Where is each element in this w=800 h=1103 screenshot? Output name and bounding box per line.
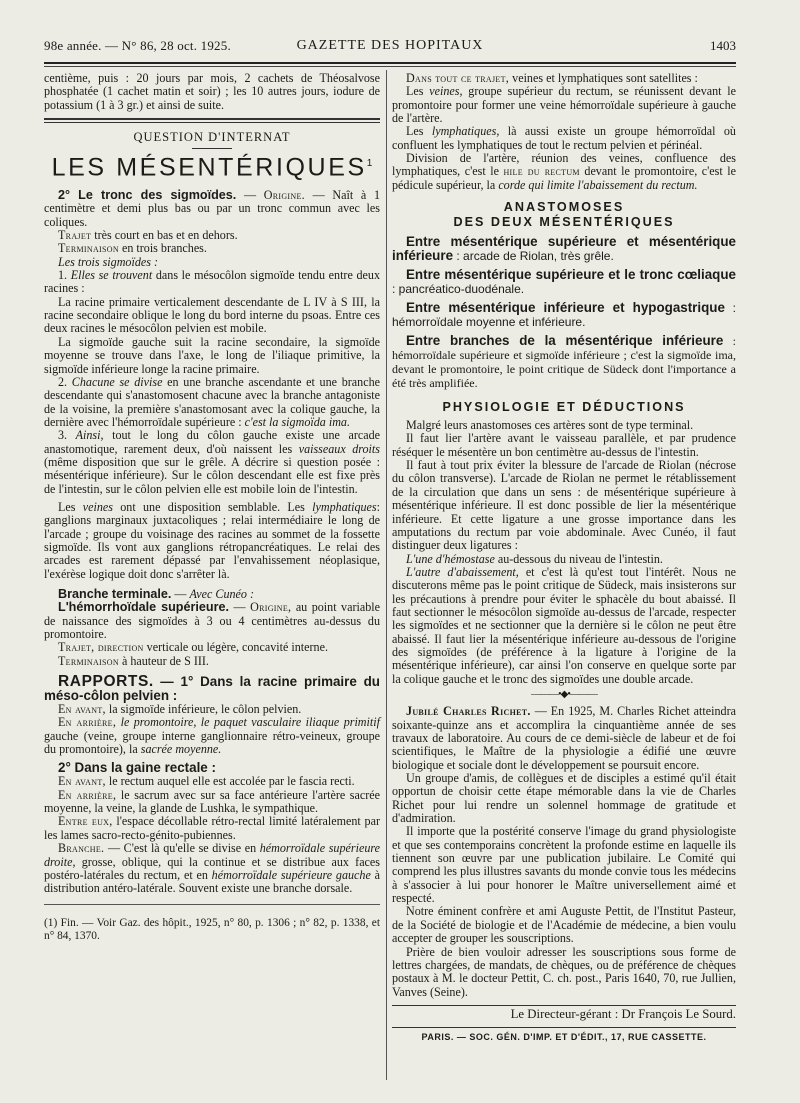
paragraph: Terminaison à hauteur de S III. bbox=[58, 653, 209, 668]
paragraph: Jubilé Charles Richet. — En 1925, M. Charles Richet atteindra soixante-quinze ans et accomplira la cinquantième année de ses travaux de laboratoire. Au cours de ce demi-siècle de labeur et de foi scientifiques, le Maître de la physiologie a édifié une œuvre biologique et sociale dont le développement se poursuit encore. bbox=[392, 704, 736, 772]
paragraph: Les veines ont une disposition semblable. Les lymphatiques: ganglions marginaux juxtacoliques ; relai intermédiaire le long de l'arcade ; groupe du voisinage des racines au sommet de la fossette sigmoïde. Ils vont aux ganglions rétropancréatiques. Le relai des arcades est rarement dépassé par l'envahissement néoplasique, l'exérèse logique doit donc s'arrêter là. bbox=[44, 499, 381, 581]
directeur-gerant: Le Directeur-gérant : Dr François Le Sourd. bbox=[392, 1005, 736, 1021]
paragraph: Entre mésentérique supérieure et le tronc cœliaque : pancréatico-duodénale. bbox=[392, 267, 736, 297]
page-number: 1403 bbox=[710, 38, 736, 53]
paragraph: 1. Elles se trouvent dans le mésocôlon sigmoïde tendu entre deux racines : bbox=[44, 268, 380, 296]
paragraph: En avant, le rectum auquel elle est accolée par le fascia recti. bbox=[58, 774, 355, 789]
paragraph: 2. Chacune se divise en une branche ascendante et une branche descendante qui s'anastomosent chacune avec la branche antagoniste de la voisine, la première s'anastomosant avec la colique gauche, la dernière avec l'hémorroïdale supérieure : c'est la sigmoïda ima. bbox=[44, 374, 380, 429]
article-title: LES MÉSENTÉRIQUES$^1$ bbox=[51, 153, 373, 182]
paragraph: 2° Le tronc des sigmoïdes. — Origine. — Naît à 1 centimètre et demi plus bas ou par un tronc commun avec les coliques. bbox=[44, 188, 380, 229]
paragraph: Malgré leurs anastomoses ces artères sont de type terminal. bbox=[406, 418, 694, 433]
printer-line: PARIS. — SOC. GÉN. D'IMP. ET D'ÉDIT., 17, RUE CASSETTE. bbox=[392, 1027, 736, 1044]
paragraph: Les veines, groupe supérieur du rectum, se réunissent devant le promontoire pour former une veine hémorroïdale supérieure à gauche de l'artère. bbox=[392, 84, 737, 126]
paragraph: Les lymphatiques, là aussi existe un groupe hémorroïdal où confluent les lymphatiques de tout le rectum pelvien et périnéal. bbox=[392, 124, 736, 152]
paragraph: En avant, la sigmoïde inférieure, le côlon pelvien. bbox=[58, 702, 302, 717]
paragraph: La racine primaire verticalement descendante de L IV à S III, la racine secondaire oblique le long du bord interne du psoas. Entre ces deux racines le mésocôlon pelvien est mobile. bbox=[44, 294, 380, 336]
header-rule-thin bbox=[44, 66, 736, 67]
paragraph: Division de l'artère, réunion des veines, confluence des lymphatiques, c'est le hile du rectum devant le promontoire, c'est le pédicule supérieur, la corde qui limite l'abaissement du rectum. bbox=[392, 151, 736, 192]
page-header bbox=[44, 38, 736, 60]
paragraph: Un groupe d'amis, de collègues et de disciples a estimé qu'il était opportun de choisir cette étape mémorable dans la vie de Charles Richet pour lui rendre un solennel hommage de gratitude et d'admiration. bbox=[392, 771, 736, 826]
paragraph: Il importe que la postérité conserve l'image du grand physiologiste et que ses contemporains concrètent la profonde estime en laquelle ils tiennent son œuvre par une publication jubilaire. Le Comité qui comprend les plus illustres savants du monde convie tous les médecins à s'associer à lui pour honorer le Maître universellement aimé et respecté. bbox=[392, 824, 736, 906]
paragraph: Entre mésentérique inférieure et hypogastrique : hémorroïdale moyenne et inférieure. bbox=[392, 300, 736, 330]
paragraph: Il faut à tout prix éviter la blessure de l'arcade de Riolan (nécrose du côlon transverse). L'arcade de Riolan ne permet le rétablissement de la circulation que dans un sens : de mésentérique supérieure à mésentérique inférieure. Il est donc possible de lier la mésentérique inférieure. Et cette ligature a une grosse importance dans les amputations du rectum par voie abdominale. Avec Cunéo, il faut distinguer deux ligatures : bbox=[392, 458, 736, 553]
issue-info: 98e année. — N° 86, 28 oct. 1925. bbox=[44, 38, 231, 53]
header-rule bbox=[44, 62, 736, 64]
paragraph: Trajet, direction verticale ou légère, concavité interne. bbox=[58, 640, 328, 655]
paragraph: Branche. — C'est là qu'elle se divise en hémorroïdale supérieure droite, grosse, oblique, qui la continue et se distribue aux faces postéro-latérales du rectum, et en hémorroïdale supérieure gauche à distribution antéro-latérale. Souvent existe une branche dorsale. bbox=[44, 841, 381, 896]
paragraph: Entre eux, l'espace décollable rétro-rectal limité latéralement par les lames sacro-recto-génito-pubiennes. bbox=[44, 814, 381, 842]
section-title-physiologie: PHYSIOLOGIE ET DÉDUCTIONS bbox=[442, 400, 686, 415]
paragraph: Branche terminale. — Avec Cunéo : bbox=[58, 587, 255, 602]
paragraph: Trajet très court en bas et en dehors. bbox=[58, 228, 238, 243]
paragraph: 3. Ainsi, tout le long du côlon gauche existe une arcade anastomotique, rarement deux, d'où naissent les vaisseaux droits (même disposition que sur le grêle. A décrire si question posée : mésentérique inférieure). Sur le côlon descendant elle est fixe près de l'intestin, sur le côlon pelvien elle est mobile loin de l'intestin. bbox=[44, 428, 380, 496]
paragraph: La sigmoïde gauche suit la racine secondaire, la sigmoïde moyenne se trouve dans l'axe, le long de l'iliaque primitive, la sigmoïde inférieure longe la racine primaire. bbox=[44, 334, 380, 376]
right-column bbox=[392, 72, 736, 1045]
paragraph: Prière de bien vouloir adresser les souscriptions sous forme de lettres chargées, de mandats, de chèques, ou de préférence de chèques postaux à M. le docteur Pettit, C. ch. post., Paris 1640, 70, rue Jullien, Vanves (Seine). bbox=[392, 944, 736, 999]
section-heading: QUESTION D'INTERNAT bbox=[133, 130, 291, 145]
paragraph: En arrière, le promontoire, le paquet vasculaire iliaque primitif gauche (veine, groupe interne ganglionnaire rétro-veineux, groupe du promontoire), la sacrée moyenne. bbox=[44, 715, 380, 757]
paragraph: Les trois sigmoïdes : bbox=[58, 254, 159, 269]
paragraph: L'autre d'abaissement, et c'est là qu'est tout l'intérêt. Nous ne discuterons même pas le point critique de Südeck, mais insisterons sur les précautions à prendre pour éviter le sphacèle du bout abaissé. Il faut sectionner le mésocôlon sigmoïde au-dessus de l'arcade, respecter les sigmoïdes et ne sectionner que la dernière si le côlon ne peut être abaissé. Il faut lier la mésentérique inférieure au-dessous de l'origine des sigmoïdes (de préférence à la ligature à l'origine de la mésentérique inférieure), car ainsi l'on conserve en quelque sorte par la colique gauche et le tronc des sigmoïdes une double arcade. bbox=[392, 564, 736, 686]
paragraph: centième, puis : 20 jours par mois, 2 cachets de Théosalvose phosphatée (1 cachet matin et soir) ; les 10 autres jours, iodure de potassium (1 à 3 gr.) et ainsi de suite. bbox=[44, 71, 380, 112]
footnote: (1) Fin. — Voir Gaz. des hôpit., 1925, n° 80, p. 1306 ; n° 82, p. 1338, et n° 84, 1370. bbox=[44, 904, 380, 943]
paragraph: En arrière, le sacrum avec sur sa face antérieure l'artère sacrée moyenne, la veine, la glande de Lushka, le sympathique. bbox=[44, 787, 381, 816]
section-title-anastomoses: ANASTOMOSES DES DEUX MÉSENTÉRIQUES bbox=[453, 200, 675, 230]
journal-title: GAZETTE DES HOPITAUX bbox=[296, 38, 484, 53]
paragraph: Entre branches de la mésentérique inférieure : hémorroïdale supérieure et sigmoïde inférieure ; c'est la sigmoïde ima, devant le promontoire, le point critique de Südeck dont l'importance a été très amplifiée. bbox=[392, 333, 736, 391]
paragraph: Dans tout ce trajet, veines et lymphatiques sont satellites : bbox=[406, 71, 698, 85]
paragraph: L'une d'hémostase au-dessous du niveau de l'intestin. bbox=[406, 551, 663, 566]
paragraph: L'hémorrhoïdale supérieure. — Origine, au point variable de naissance des sigmoïdes à 3 ou 4 centimètres au-dessus du promontoire. bbox=[44, 600, 380, 642]
paragraph: 2° Dans la gaine rectale : bbox=[58, 760, 216, 776]
footnote-ref: 1 bbox=[366, 158, 373, 170]
column-divider bbox=[386, 70, 387, 1080]
left-column bbox=[44, 72, 380, 943]
ornament-divider: ———•◆•——— bbox=[531, 688, 597, 700]
section-rule bbox=[44, 118, 380, 123]
paragraph: Entre mésentérique supérieure et mésentérique inférieure : arcade de Riolan, très grêle. bbox=[392, 234, 736, 264]
paragraph: Terminaison en trois branches. bbox=[58, 241, 207, 256]
paragraph: Notre éminent confrère et ami Auguste Pettit, de l'Institut Pasteur, de la Société de biologie et de l'Académie de médecine, a bien voulu accepter de grouper les souscriptions. bbox=[392, 904, 736, 946]
paragraph: Il faut lier l'artère avant le vaisseau parallèle, et par prudence réséquer le mésentère un bon centimètre au-dessus de l'intestin. bbox=[392, 431, 736, 459]
short-rule bbox=[192, 148, 232, 149]
paragraph: RAPPORTS. — 1° Dans la racine primaire du méso-côlon pelvien : bbox=[44, 673, 380, 704]
